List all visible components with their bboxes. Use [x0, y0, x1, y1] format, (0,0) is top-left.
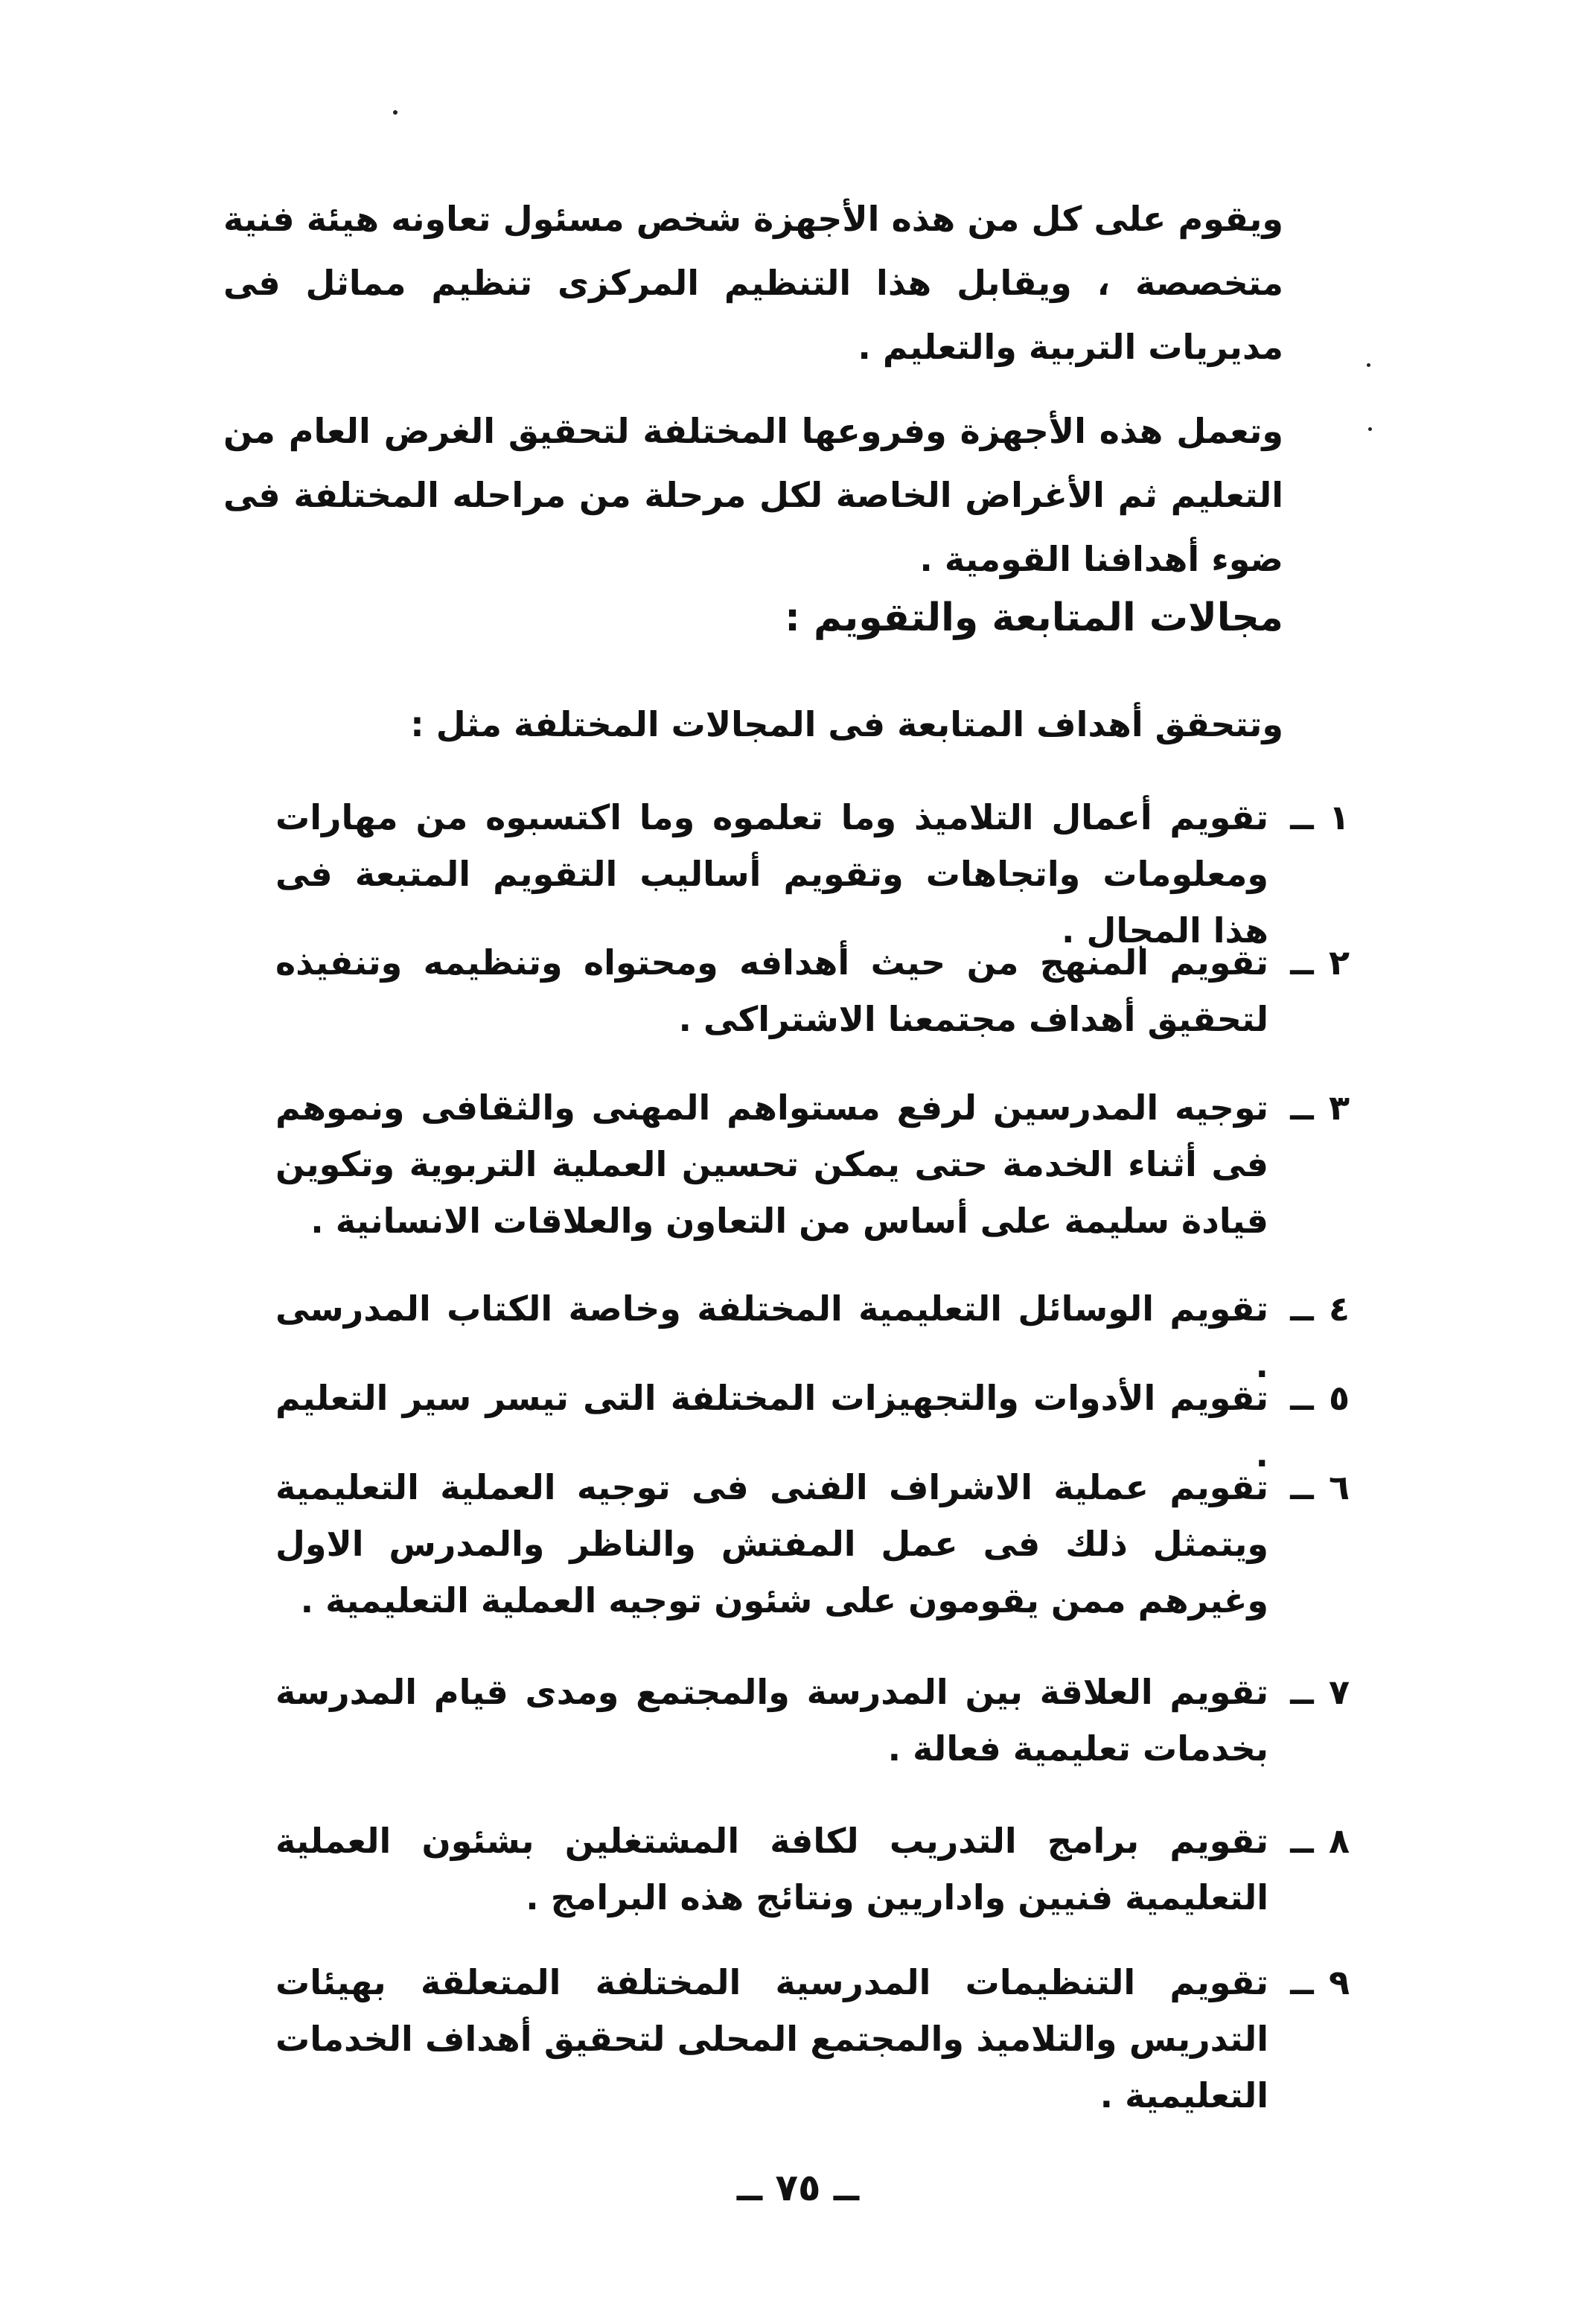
item-text: تقويم الوسائل التعليمية المختلفة وخاصة الكتاب المدرسى . — [275, 1288, 1268, 1385]
item-number: ٣ — [1328, 1088, 1350, 1128]
item-dash: ــ — [1290, 1962, 1314, 2002]
list-item — [275, 1459, 1358, 1629]
scan-speck — [1367, 363, 1370, 367]
item-text: تقويم المنهج من حيث أهدافه ومحتواه وتنظيمه وتنفيذه لتحقيق أهداف مجتمعنا الاشتراكى . — [275, 942, 1268, 1039]
item-dash: ــ — [1290, 1088, 1314, 1128]
list-item — [275, 934, 1358, 1047]
item-text: تقويم التنظيمات المدرسية المختلفة المتعلقة بهيئات التدريس والتلاميذ والمجتمع المحلى لتحقيق أهداف الخدمات التعليمية . — [275, 1962, 1268, 2115]
item-text: توجيه المدرسين لرفع مستواهم المهنى والثقافى ونموهم فى أثناء الخدمة حتى يمكن تحسين العملية التربوية وتكوين قيادة سليمة على أساس من التعاون والعلاقات الانسانية . — [275, 1088, 1268, 1241]
paragraph-2: وتعمل هذه الأجهزة وفروعها المختلفة لتحقيق الغرض العام من التعليم ثم الأغراض الخاصة لكل مرحلة من مراحله المختلفة فى ضوء أهدافنا القومية . — [223, 411, 1283, 579]
section-heading: مجالات المتابعة والتقويم : — [785, 595, 1283, 640]
item-text: تقويم برامج التدريب لكافة المشتغلين بشئون العملية التعليمية فنيين واداريين ونتائج هذه البرامج . — [275, 1821, 1268, 1917]
list-item — [275, 789, 1358, 959]
item-number: ٢ — [1328, 942, 1350, 983]
intro-line: وتتحقق أهداف المتابعة فى المجالات المختلفة مثل : — [410, 704, 1283, 744]
item-number: ١ — [1328, 797, 1350, 837]
item-text: تقويم الأدوات والتجهيزات المختلفة التى تيسر سير التعليم . — [275, 1378, 1268, 1475]
paragraph-1: ويقوم على كل من هذه الأجهزة شخص مسئول تعاونه هيئة فنية متخصصة ، ويقابل هذا التنظيم المركزى تنظيم مماثل فى مديريات التربية والتعليم . — [223, 199, 1283, 367]
list-item — [275, 1079, 1358, 1249]
item-number: ٥ — [1328, 1378, 1350, 1418]
list-item — [275, 1813, 1358, 1926]
item-text: تقويم عملية الاشراف الفنى فى توجيه العملية التعليمية ويتمثل ذلك فى عمل المفتش والناظر والمدرس الاول وغيرهم ممن يقومون على شئون توجيه العملية التعليمية . — [275, 1467, 1268, 1620]
item-number: ٨ — [1328, 1821, 1350, 1861]
item-dash: ــ — [1290, 797, 1314, 837]
item-text: تقويم أعمال التلاميذ وما تعلموه وما اكتسبوه من مهارات ومعلومات واتجاهات وتقويم أساليب التقويم المتبعة فى هذا المجال . — [275, 797, 1268, 951]
item-number: ٩ — [1328, 1962, 1350, 2002]
scan-speck — [1368, 427, 1372, 431]
item-dash: ــ — [1290, 1378, 1314, 1418]
page-number: ــ ٧٥ ــ — [736, 2166, 860, 2209]
list-item — [275, 1664, 1358, 1777]
item-dash: ــ — [1290, 1672, 1314, 1712]
item-text: تقويم العلاقة بين المدرسة والمجتمع ومدى قيام المدرسة بخدمات تعليمية فعالة . — [275, 1672, 1268, 1769]
item-number: ٧ — [1328, 1672, 1350, 1712]
scan-speck — [393, 110, 398, 115]
item-dash: ــ — [1290, 1467, 1314, 1507]
item-dash: ــ — [1290, 942, 1314, 983]
item-number: ٦ — [1328, 1467, 1350, 1507]
item-dash: ــ — [1290, 1821, 1314, 1861]
item-dash: ــ — [1290, 1288, 1314, 1329]
list-item — [275, 1954, 1358, 2124]
item-number: ٤ — [1328, 1288, 1350, 1329]
